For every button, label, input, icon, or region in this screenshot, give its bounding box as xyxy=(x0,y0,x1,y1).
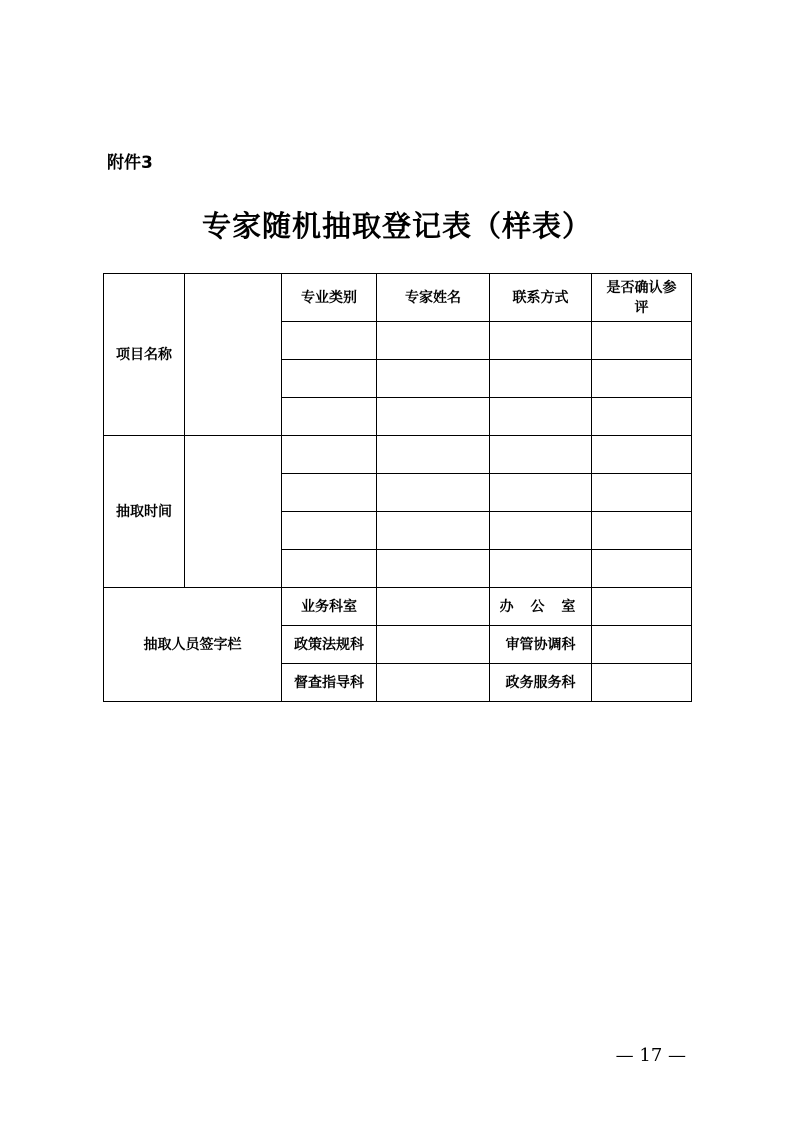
category-cell[interactable] xyxy=(282,436,377,474)
dept-coordination-signature[interactable] xyxy=(592,626,692,664)
table-row xyxy=(104,436,692,474)
dept-service-signature[interactable] xyxy=(592,664,692,702)
form-title: 专家随机抽取登记表（样表） xyxy=(201,209,592,243)
expert-name-cell[interactable] xyxy=(377,360,490,398)
contact-cell[interactable] xyxy=(490,512,592,550)
extract-time-label: 抽取时间 xyxy=(104,436,185,588)
dept-office-label xyxy=(490,588,592,626)
category-cell[interactable] xyxy=(282,550,377,588)
column-header-expert-name: 专家姓名 xyxy=(377,274,490,322)
expert-name-cell[interactable] xyxy=(377,436,490,474)
contact-cell[interactable] xyxy=(490,322,592,360)
project-name-value[interactable] xyxy=(185,274,282,436)
dept-business-signature[interactable] xyxy=(377,588,490,626)
expert-name-cell[interactable] xyxy=(377,512,490,550)
table-header-row xyxy=(104,274,692,322)
project-name-label: 项目名称 xyxy=(104,274,185,436)
column-header-confirm-text: 是否确认参评 xyxy=(606,279,677,316)
confirm-cell[interactable] xyxy=(592,512,692,550)
dept-business-label: 业务科室 xyxy=(282,588,377,626)
confirm-cell[interactable] xyxy=(592,474,692,512)
category-cell[interactable] xyxy=(282,512,377,550)
category-cell[interactable] xyxy=(282,398,377,436)
category-cell[interactable] xyxy=(282,322,377,360)
dept-office-text: 办 公 室 xyxy=(499,598,582,615)
confirm-cell[interactable] xyxy=(592,436,692,474)
contact-cell[interactable] xyxy=(490,436,592,474)
contact-cell[interactable] xyxy=(490,550,592,588)
dept-service-label: 政务服务科 xyxy=(490,664,592,702)
expert-name-cell[interactable] xyxy=(377,474,490,512)
expert-name-cell[interactable] xyxy=(377,322,490,360)
column-header-contact: 联系方式 xyxy=(490,274,592,322)
page-number: — 17 — xyxy=(615,1045,686,1066)
dept-supervision-label: 督查指导科 xyxy=(282,664,377,702)
dept-coordination-label: 审管协调科 xyxy=(490,626,592,664)
category-cell[interactable] xyxy=(282,360,377,398)
dept-supervision-signature[interactable] xyxy=(377,664,490,702)
attachment-label: 附件3 xyxy=(107,153,153,173)
contact-cell[interactable] xyxy=(490,398,592,436)
signature-row xyxy=(104,588,692,626)
dept-policy-signature[interactable] xyxy=(377,626,490,664)
column-header-confirm xyxy=(592,274,692,322)
dept-office-signature[interactable] xyxy=(592,588,692,626)
expert-name-cell[interactable] xyxy=(377,398,490,436)
column-header-category: 专业类别 xyxy=(282,274,377,322)
confirm-cell[interactable] xyxy=(592,322,692,360)
contact-cell[interactable] xyxy=(490,474,592,512)
registration-table xyxy=(103,273,692,702)
signature-label: 抽取人员签字栏 xyxy=(104,588,282,702)
expert-name-cell[interactable] xyxy=(377,550,490,588)
contact-cell[interactable] xyxy=(490,360,592,398)
confirm-cell[interactable] xyxy=(592,398,692,436)
confirm-cell[interactable] xyxy=(592,550,692,588)
category-cell[interactable] xyxy=(282,474,377,512)
dept-policy-label: 政策法规科 xyxy=(282,626,377,664)
confirm-cell[interactable] xyxy=(592,360,692,398)
extract-time-value[interactable] xyxy=(185,436,282,588)
